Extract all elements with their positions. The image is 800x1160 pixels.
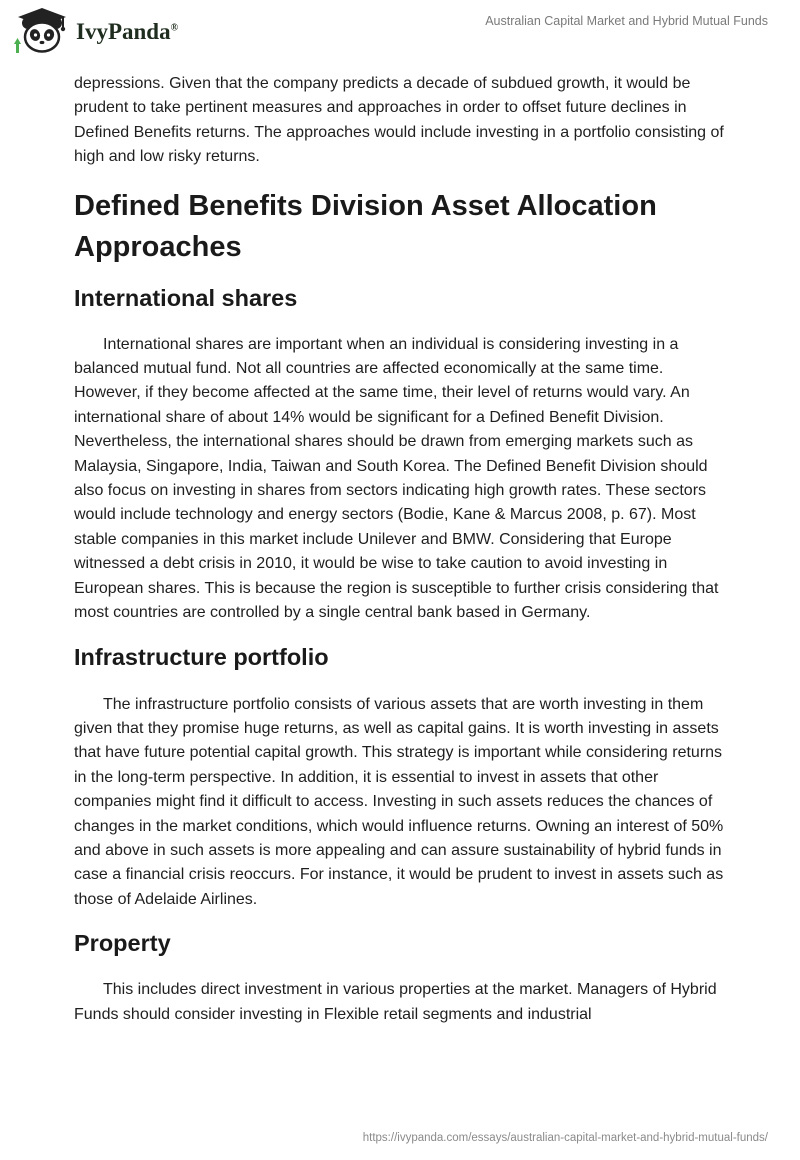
ivypanda-logo[interactable] [14, 6, 178, 58]
main-heading: Defined Benefits Division Asset Allocation Approaches [74, 189, 657, 263]
section-heading-property: Property [74, 930, 171, 957]
paragraph-infrastructure-portfolio: The infrastructure portfolio consists of various assets that are worth investing in them given that they promise huge returns, as well as capital gains. It is worth investing in assets that have future potential capital growth. This strategy is important while considering returns in the long-term perspective. In addition, it is essential to invest in assets that other companies might find it difficult to access. Investing in such assets reduces the chances of changes in the market conditions, which would influence returns. Owning an interest of 50% and above in such assets is more appealing and can assure sustainability of hybrid funds in case a financial crisis reoccurs. For instance, it would be prudent to invest in assets such as those of Adelaide Airlines. [74, 695, 724, 908]
panda-graduate-icon [14, 6, 70, 58]
section-heading-infrastructure-portfolio: Infrastructure portfolio [74, 643, 329, 670]
section-heading-international-shares: International shares [74, 284, 298, 311]
paragraph-international-shares: International shares are important when an individual is considering investing in a balanced mutual fund. Not all countries are affected economically at the same time. However, if they become affected at the same time, their level of returns would vary. An international share of about 14% would be significant for a Defined Benefit Division. Nevertheless, the international shares should be drawn from emerging markets such as Malaysia, Singapore, India, Taiwan and South Korea. The Defined Benefit Division should also focus on investing in shares from sectors indicating high growth rates. These sectors would include technology and energy sectors (Bodie, Kane & Marcus 2008, p. 67). Most stable companies in this market include Unilever and BMW. Considering that Europe witnessed a debt crisis in 2010, it would be wise to take caution to avoid investing in European shares. This is because the region is susceptible to further crisis considering that most countries are controlled by a single central bank based in Germany. [74, 335, 719, 622]
document-title: Australian Capital Market and Hybrid Mutual Funds [485, 14, 768, 28]
paragraph-property: This includes direct investment in various properties at the market. Managers of Hybrid Funds should consider investing in Flexible retail segments and industrial [74, 981, 717, 1023]
page-header [0, 0, 800, 70]
source-url-link[interactable]: https://ivypanda.com/essays/australian-capital-market-and-hybrid-mutual-funds/ [362, 1132, 768, 1144]
intro-paragraph: depressions. Given that the company predicts a decade of subdued growth, it would be prudent to take pertinent measures and approaches in order to offset future declines in Defined Benefits returns. The approaches would include investing in a portfolio consisting of high and low risky returns. [74, 75, 724, 166]
brand-name: IvyPanda® [76, 19, 179, 44]
article-body [74, 72, 734, 1027]
